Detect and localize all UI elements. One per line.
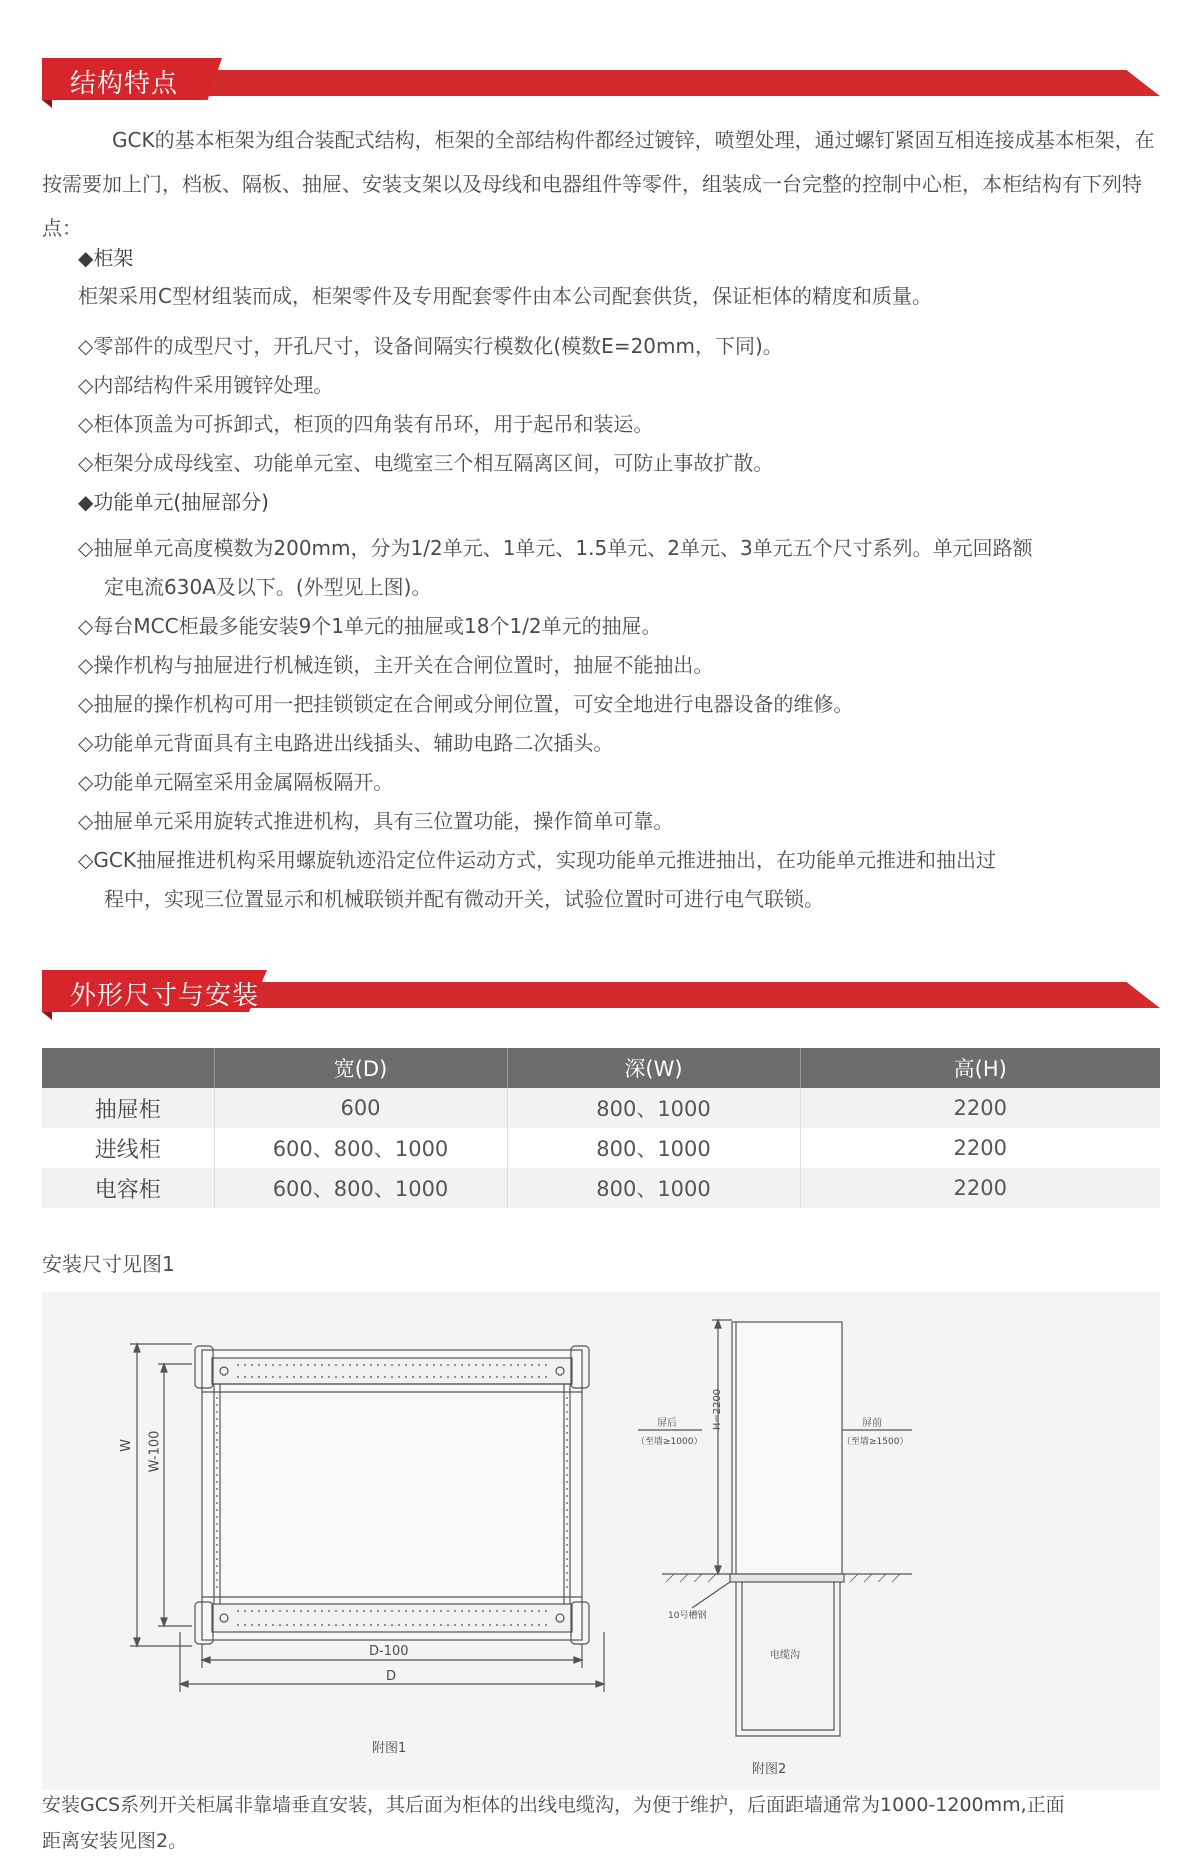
fig1-caption: 附图1 bbox=[372, 1741, 407, 1756]
fig2-label-rear: 屏后 bbox=[657, 1418, 677, 1429]
table-cell: 600 bbox=[214, 1088, 507, 1128]
table-cell: 2200 bbox=[800, 1088, 1160, 1128]
fig2-caption: 附图2 bbox=[752, 1762, 787, 1777]
frame-item: ◇零部件的成型尺寸，开孔尺寸，设备间隔实行模数化(模数E=20mm，下同)。 bbox=[78, 334, 783, 358]
table-row bbox=[42, 1168, 1160, 1208]
table-header-cell bbox=[42, 1048, 214, 1088]
fig1-label-w100: W-100 bbox=[147, 1430, 163, 1473]
frame-item: ◇内部结构件采用镀锌处理。 bbox=[78, 373, 334, 397]
unit-item-continued: 程中，实现三位置显示和机械联锁并配有微动开关，试验位置时可进行电气联锁。 bbox=[104, 887, 824, 911]
table-cell: 进线柜 bbox=[42, 1128, 214, 1168]
figures-svg bbox=[42, 1292, 1160, 1790]
unit-item: ◇GCK抽屉推进机构采用螺旋轨迹沿定位件运动方式，实现功能单元推进抽出，在功能单元推进和抽出过 bbox=[78, 848, 996, 872]
unit-item: ◇每台MCC柜最多能安装9个1单元的抽屉或18个1/2单元的抽屉。 bbox=[78, 614, 662, 638]
table-row bbox=[42, 1088, 1160, 1128]
unit-item: ◇操作机构与抽屉进行机械连锁，主开关在合闸位置时，抽屉不能抽出。 bbox=[78, 653, 714, 677]
banner-fold bbox=[42, 100, 52, 108]
footer-text: 安装GCS系列开关柜属非靠墙垂直安装，其后面为柜体的出线电缆沟，为便于维护，后面距墙通常为1000-1200mm,正面 bbox=[42, 1794, 1065, 1816]
frame-item: ◇柜架分成母线室、功能单元室、电缆室三个相互隔离区间，可防止事故扩散。 bbox=[78, 451, 774, 475]
unit-item: ◇抽屉的操作机构可用一把挂锁锁定在合闸或分闸位置，可安全地进行电器设备的维修。 bbox=[78, 692, 854, 716]
figure-2-drawing bbox=[638, 1320, 912, 1736]
section-title: 外形尺寸与安装 bbox=[70, 981, 260, 1011]
unit-item: ◇抽屉单元采用旋转式推进机构，具有三位置功能，操作简单可靠。 bbox=[78, 809, 674, 833]
fig2-label-front-note: （至墙≥1500） bbox=[842, 1437, 909, 1447]
intro-text: GCK的基本柜架为组合装配式结构，柜架的全部结构件都经过镀锌，喷塑处理，通过螺钉紧固互相连接成基本柜架，在按需要加上门，档板、隔板、抽屉、安装支架以及母线和电器组件等零件，组装成一台完整的控制中心柜，本柜结构有下列特点： bbox=[42, 128, 1155, 240]
table-cell: 600、800、1000 bbox=[214, 1168, 507, 1208]
unit-item: ◇抽屉单元高度模数为200mm，分为1/2单元、1单元、1.5单元、2单元、3单元五个尺寸系列。单元回路额 bbox=[78, 536, 1033, 560]
table-cell: 800、1000 bbox=[507, 1128, 800, 1168]
unit-item-continued: 定电流630A及以下。(外型见上图)。 bbox=[104, 575, 432, 599]
section-title: 结构特点 bbox=[70, 69, 179, 99]
banner-fold bbox=[42, 1012, 52, 1020]
frame-description: 柜架采用C型材组装而成，柜架零件及专用配套零件由本公司配套供货，保证柜体的精度和质量。 bbox=[78, 284, 932, 308]
fig2-label-rear-note: （至墙≥1000） bbox=[636, 1437, 703, 1447]
table-header-cell: 宽(D) bbox=[214, 1048, 507, 1088]
intro-paragraph bbox=[42, 118, 1160, 250]
table-header-cell: 高(H) bbox=[800, 1048, 1160, 1088]
table-row bbox=[42, 1128, 1160, 1168]
figure-panel bbox=[42, 1292, 1160, 1790]
fig2-label-front: 屏前 bbox=[862, 1418, 882, 1429]
footer-text-continued: 距离安装见图2。 bbox=[42, 1830, 188, 1852]
fig1-label-d: D bbox=[386, 1669, 397, 1684]
table-cell: 2200 bbox=[800, 1168, 1160, 1208]
fig2-label-trench: 电缆沟 bbox=[770, 1650, 800, 1661]
unit-heading: ◆功能单元(抽屉部分) bbox=[78, 490, 269, 514]
unit-item: ◇功能单元隔室采用金属隔板隔开。 bbox=[78, 770, 394, 794]
table-cell: 2200 bbox=[800, 1128, 1160, 1168]
table-cell: 抽屉柜 bbox=[42, 1088, 214, 1128]
frame-item: ◇柜体顶盖为可拆卸式，柜顶的四角装有吊环，用于起吊和装运。 bbox=[78, 412, 654, 436]
dimensions-table bbox=[42, 1048, 1160, 1208]
table-cell: 电容柜 bbox=[42, 1168, 214, 1208]
table-cell: 800、1000 bbox=[507, 1168, 800, 1208]
fig2-label-channel: 10号槽钢 bbox=[668, 1611, 707, 1621]
figure-1-drawing bbox=[130, 1344, 604, 1692]
table-cell: 800、1000 bbox=[507, 1088, 800, 1128]
fig1-label-d100: D-100 bbox=[369, 1644, 409, 1659]
section-banner-structure bbox=[42, 58, 1160, 100]
fig2-label-h: H=2200 bbox=[712, 1388, 724, 1431]
install-reference: 安装尺寸见图1 bbox=[42, 1252, 175, 1276]
table-cell: 600、800、1000 bbox=[214, 1128, 507, 1168]
unit-item: ◇功能单元背面具有主电路进出线插头、辅助电路二次插头。 bbox=[78, 731, 614, 755]
table-header-cell: 深(W) bbox=[507, 1048, 800, 1088]
fig1-label-w: W bbox=[118, 1439, 134, 1452]
frame-heading: ◆柜架 bbox=[78, 246, 134, 270]
table-header-row bbox=[42, 1048, 1160, 1088]
section-banner-dimensions bbox=[42, 970, 1160, 1012]
